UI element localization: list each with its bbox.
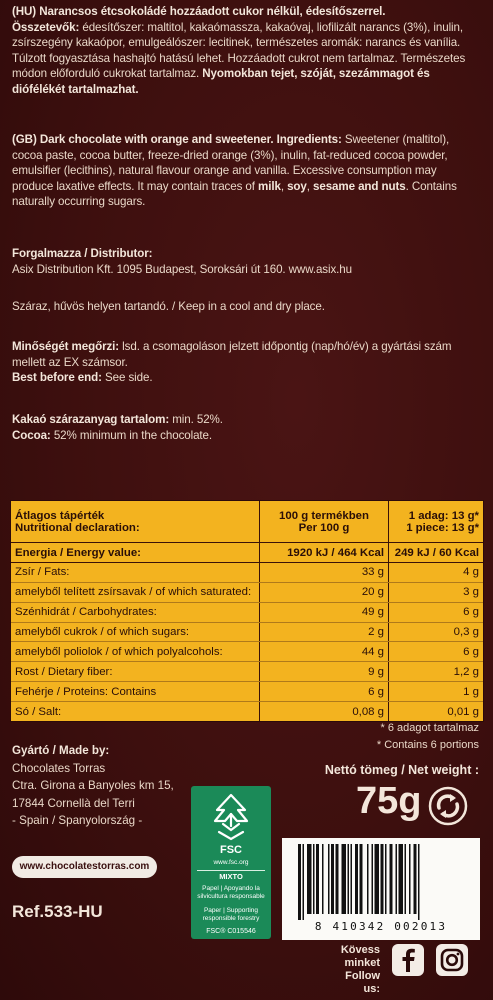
manufacturer-address-2: 17844 Cornellà del Terri [12, 796, 135, 810]
portions-note-en: * Contains 6 portions [376, 739, 479, 751]
nutrient-label: amelyből cukrok / of which sugars: [11, 622, 260, 642]
hungarian-description [12, 4, 480, 98]
table-row [11, 662, 483, 682]
barcode-number: 8 410342 002013 [314, 920, 448, 933]
table-row [11, 702, 483, 721]
nutrient-per100: 44 g [260, 642, 389, 662]
nutrient-label: Szénhidrát / Carbohydrates: [11, 602, 260, 622]
gb-text-2: . Contains naturally occurring sugars. [12, 179, 457, 209]
cocoa-hu-text: min. 52%. [169, 413, 223, 426]
nutrient-portion: 6 g [389, 602, 484, 622]
nutrient-per100: 6 g [260, 682, 389, 702]
per100-header-hu: 100 g termékben [279, 509, 369, 522]
best-before-en-label: Best before end: [12, 371, 102, 385]
energy-row [11, 543, 483, 563]
table-row [11, 622, 483, 642]
fsc-code: FSC® C015546 [206, 928, 256, 935]
english-description [12, 132, 480, 210]
manufacturer-label: Gyártó / Made by: [12, 744, 110, 757]
reference-code: Ref.533-HU [12, 902, 103, 921]
nutrient-portion: 6 g [389, 642, 484, 662]
cocoa-section [12, 412, 480, 443]
net-weight-value: 75g [356, 780, 422, 822]
follow-us [334, 944, 380, 996]
facebook-icon[interactable] [392, 944, 424, 976]
energy-per100: 1920 kJ / 464 Kcal [260, 543, 389, 563]
table-row [11, 642, 483, 662]
gb-text-1: Sweetener (maltitol), cocoa paste, cocoa butter, freeze-dried orange (3%), inulin, fat-reduced cocoa powder, emulsifier (lecithins), natural flavour orange and vanilla. Excessive consumption may produce laxative effects. It may contain traces of [12, 133, 450, 193]
cocoa-en-label: Cocoa: [12, 428, 51, 442]
energy-portion: 249 kJ / 60 Kcal [389, 543, 484, 563]
follow-us-en: Follow us: [345, 970, 380, 995]
cocoa-en-text: 52% minimum in the chocolate. [50, 428, 213, 442]
nutrient-per100: 0,08 g [260, 702, 389, 721]
website-link[interactable]: www.chocolatestorras.com [12, 856, 157, 878]
hu-product-title: (HU) Narancsos étcsokoládé hozzáadott cukor nélkül, édesítőszerrel. [12, 5, 386, 18]
nutrient-per100: 20 g [260, 582, 389, 602]
gb-allergen-milk: milk [258, 179, 281, 193]
fsc-name: FSC [220, 844, 242, 856]
portion-header-en: 1 piece: 13 g* [406, 521, 479, 534]
nutrient-per100: 49 g [260, 602, 389, 622]
fsc-text-en: Paper | Supporting responsible forestry [202, 907, 260, 922]
nutrient-portion: 0,3 g [389, 622, 484, 642]
nutrient-per100: 33 g [260, 562, 389, 582]
nutrient-label: Só / Salt: [15, 705, 62, 718]
nutrition-header-hu: Átlagos tápérték [15, 509, 105, 522]
gb-product-title: (GB) Dark chocolate with orange and sweetener. Ingredients: [12, 133, 342, 146]
recycle-icon [428, 786, 468, 826]
fsc-tree-icon [211, 792, 251, 844]
nutrition-header-en: Nutritional declaration: [15, 521, 140, 534]
nutrient-portion: 1,2 g [389, 662, 484, 682]
energy-label: Energia / Energy value: [11, 543, 260, 563]
gb-separator: , [280, 179, 288, 193]
nutrient-label: amelyből telített zsírsavak / of which saturated: [11, 582, 260, 602]
cocoa-hu-label: Kakaó szárazanyag tartalom: [12, 413, 170, 426]
manufacturer-country: - Spain / Spanyolország - [12, 814, 143, 827]
net-weight-label: Nettó tömeg / Net weight : [324, 763, 479, 777]
fsc-text-es: Papel | Apoyando la silvicultura responsable [197, 885, 265, 900]
hu-ingredients-text: édesítőszer: maltitol, kakaómassza, kakaóvaj, liofilizált narancs (3%), inulin, zsírszegény kakaópor, emulgeálószer: lecitinek, természetes aromák: narancs és vanília. Túlzott fogyasztása hashajtó hatású lehet. Hozzáadott cukrot nem tartalmaz. Természetes módon előforduló cukrokat tartalmaz. [12, 20, 466, 81]
manufacturer-name: Chocolates Torras [12, 761, 106, 775]
nutrition-header-row [11, 501, 483, 543]
gb-separator: , [306, 179, 314, 193]
best-before-hu-label: Minőségét megőrzi: [12, 340, 120, 353]
nutrient-portion: 4 g [389, 562, 484, 582]
nutrient-per100: 9 g [260, 662, 389, 682]
table-row [11, 602, 483, 622]
nutrient-per100: 2 g [260, 622, 389, 642]
manufacturer-section [12, 742, 212, 830]
nutrient-portion: 1 g [389, 682, 484, 702]
instagram-icon[interactable] [436, 944, 468, 976]
nutrient-portion: 0,01 g [389, 702, 484, 721]
nutrient-portion: 3 g [389, 582, 484, 602]
fsc-certification-badge [191, 786, 271, 939]
portions-note-hu: * 6 adagot tartalmaz [380, 722, 479, 734]
per100-header-en: Per 100 g [298, 521, 350, 534]
portion-header-hu: 1 adag: 13 g* [408, 509, 479, 522]
storage-text: Száraz, hűvös helyen tartandó. / Keep in a cool and dry place. [12, 300, 325, 313]
table-row [11, 682, 483, 702]
nutrition-table [10, 500, 484, 722]
manufacturer-address-1: Ctra. Girona a Banyoles km 15, [12, 779, 174, 792]
nutrient-label: amelyből poliolok / of which polyalcohols: [11, 642, 260, 662]
table-row [11, 562, 483, 582]
distributor-section [12, 246, 480, 277]
nutrient-label: Fehérje / Proteins: Contains [11, 682, 260, 702]
storage-section [12, 299, 480, 315]
barcode [282, 838, 480, 940]
table-row [11, 582, 483, 602]
gb-allergen-sesame: sesame and nuts [313, 179, 406, 193]
follow-us-hu: Kövess minket [340, 944, 380, 969]
hu-ingredients-label: Összetevők: [12, 20, 80, 34]
fsc-url: www.fsc.org [213, 859, 249, 866]
gb-allergen-soy: soy [287, 179, 307, 193]
best-before-en-text: See side. [101, 371, 153, 385]
nutrient-label: Rost / Dietary fiber: [11, 662, 260, 682]
fsc-divider [197, 870, 265, 871]
fsc-mix-label: MIXTO [219, 872, 243, 881]
distributor-address: Asix Distribution Kft. 1095 Budapest, Soroksári út 160. www.asix.hu [12, 262, 352, 276]
barcode-bars [292, 844, 472, 920]
best-before-hu-text: lsd. a csomagoláson jelzett időpontig (nap/hó/év) a gyártási szám mellett az EX számsor. [12, 340, 452, 369]
best-before-section [12, 339, 480, 386]
hu-allergen-text: Nyomokban tejet, szóját, szezámmagot és diófélékét tartalmazhat. [12, 67, 430, 96]
distributor-label: Forgalmazza / Distributor: [12, 247, 153, 260]
nutrient-label: Zsír / Fats: [11, 562, 260, 582]
